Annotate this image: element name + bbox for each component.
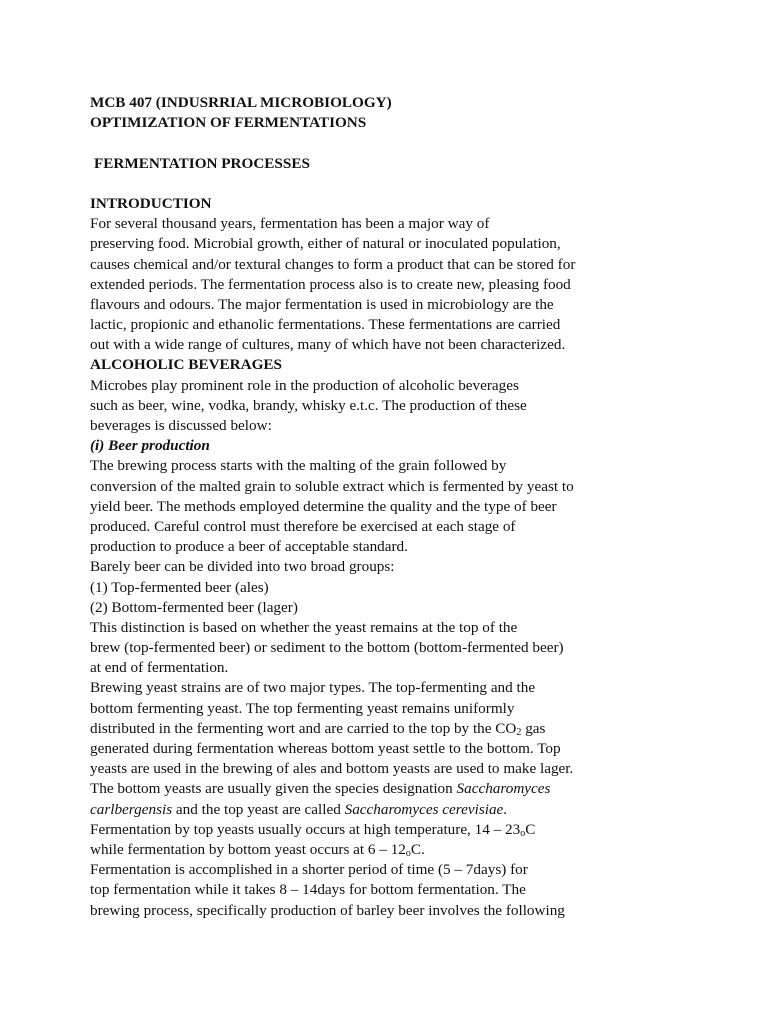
course-title: MCB 407 (INDUSRRIAL MICROBIOLOGY) (90, 94, 392, 111)
text-span: Fermentation by top yeasts usually occurs at high temperature, 14 – 23 (90, 820, 521, 838)
subscript: o (405, 847, 411, 859)
text-span: C (525, 820, 536, 838)
list-item: (2) Bottom-fermented beer (lager) (90, 598, 298, 616)
list-item: (1) Top-fermented beer (ales) (90, 578, 269, 596)
body-line: For several thousand years, fermentation has been a major way of (90, 215, 490, 233)
body-line: beverages is discussed below: (90, 417, 272, 434)
subscript: o (520, 827, 526, 839)
body-line: Fermentation is accomplished in a shorter period of time (5 – 7days) for (90, 861, 528, 879)
topic-title: OPTIMIZATION OF FERMENTATIONS (90, 114, 367, 132)
text-span: gas (521, 719, 546, 737)
body-line: such as beer, wine, vodka, brandy, whisky e.t.c. The production of these (90, 396, 527, 414)
species-name: Saccharomyces (456, 780, 551, 798)
body-line: yield beer. The methods employed determine the quality and the type of beer (90, 497, 557, 515)
body-line: Barely beer can be divided into two broad groups: (90, 558, 395, 576)
body-line: bottom fermenting yeast. The top fermenting yeast remains uniformly (90, 699, 515, 717)
body-line: preserving food. Microbial growth, either of natural or inoculated population, (90, 235, 561, 253)
body-line-temp (90, 820, 650, 840)
body-line: causes chemical and/or textural changes to form a product that can be stored for (90, 255, 576, 273)
body-line: conversion of the malted grain to soluble extract which is fermented by yeast to (90, 477, 574, 495)
body-line: at end of fermentation. (90, 659, 229, 677)
body-line: yeasts are used in the brewing of ales and bottom yeasts are used to make lager. (90, 760, 574, 778)
body-line: out with a wide range of cultures, many of which have not been characterized. (90, 336, 566, 354)
body-line: production to produce a beer of acceptable standard. (90, 538, 408, 556)
body-line-species (90, 779, 650, 799)
subscript: 2 (516, 726, 522, 738)
body-line: brewing process, specifically production of barley beer involves the following (90, 901, 565, 919)
body-line-temp (90, 840, 650, 860)
body-line-co2 (90, 719, 650, 739)
body-line: brew (top-fermented beer) or sediment to the bottom (bottom-fermented beer) (90, 639, 564, 657)
document-page (90, 93, 650, 921)
body-line: This distinction is based on whether the yeast remains at the top of the (90, 618, 518, 636)
text-span: C. (410, 840, 425, 858)
intro-heading: INTRODUCTION (90, 194, 212, 212)
body-line: The brewing process starts with the malting of the grain followed by (90, 457, 507, 475)
spacer (90, 174, 650, 194)
beer-heading: (i) Beer production (90, 437, 210, 455)
text-span: while fermentation by bottom yeast occurs at 6 – 12 (90, 840, 406, 858)
body-line: lactic, propionic and ethanolic fermentations. These fermentations are carried (90, 316, 561, 334)
species-name: carlbergensis (90, 800, 173, 818)
body-line: Microbes play prominent role in the production of alcoholic beverages (90, 376, 519, 394)
text-span: . (503, 800, 508, 818)
body-line: top fermentation while it takes 8 – 14days for bottom fermentation. The (90, 881, 526, 899)
body-line: flavours and odours. The major fermentation is used in microbiology are the (90, 295, 554, 313)
text-span: distributed in the fermenting wort and are carried to the top by the CO (90, 719, 517, 737)
alcoholic-heading: ALCOHOLIC BEVERAGES (90, 356, 282, 374)
spacer (90, 133, 650, 153)
body-line: extended periods. The fermentation process also is to create new, pleasing food (90, 275, 571, 293)
body-line: Brewing yeast strains are of two major types. The top-fermenting and the (90, 679, 536, 697)
body-line-species (90, 800, 650, 820)
body-line: generated during fermentation whereas bottom yeast settle to the bottom. Top (90, 740, 561, 757)
body-line: produced. Careful control must therefore be exercised at each stage of (90, 517, 516, 535)
section-title: FERMENTATION PROCESSES (94, 154, 310, 172)
species-name: Saccharomyces cerevisiae (344, 800, 504, 818)
text-span: and the top yeast are called (172, 800, 345, 818)
text-span: The bottom yeasts are usually given the species designation (90, 780, 457, 798)
